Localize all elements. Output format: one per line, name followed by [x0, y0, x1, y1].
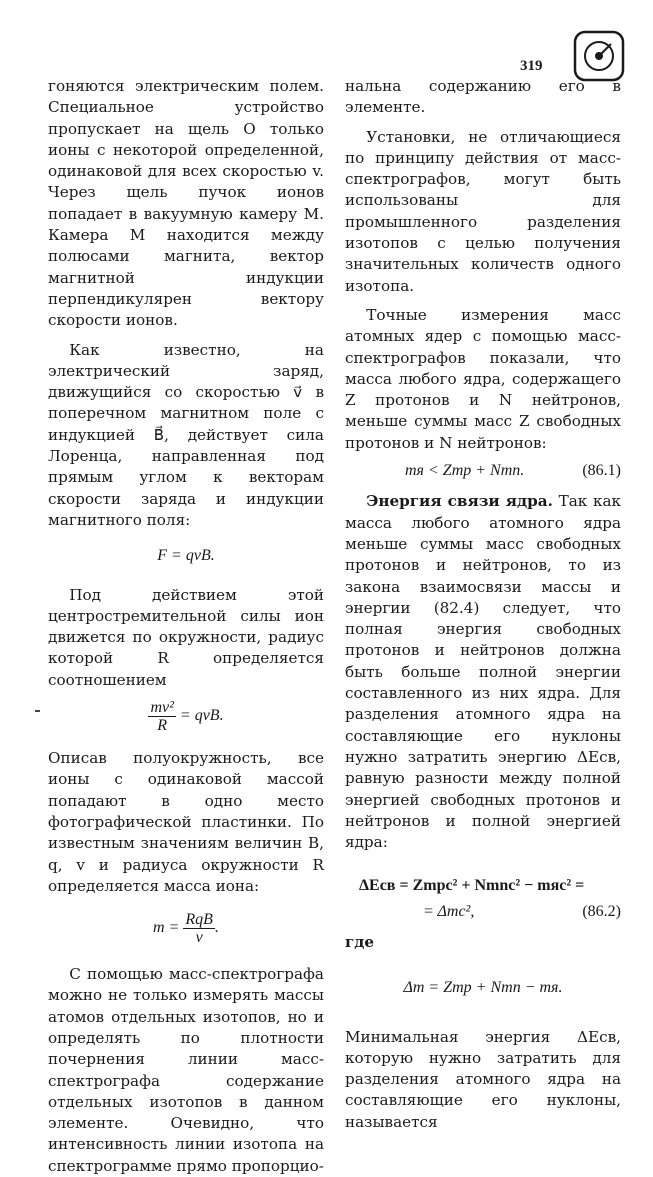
left-column — [48, 76, 324, 1177]
formula-binding-energy — [345, 875, 621, 922]
formula-mass-defect-inequality — [405, 460, 621, 481]
formula-ion-mass — [48, 911, 324, 946]
formula-mass-defect: Δm = Zmp + Nmn − mя. — [403, 979, 563, 997]
fraction-numerator: mv² — [150, 699, 174, 717]
formula-line: = Δmc², — [423, 902, 475, 920]
formula-body: mя < Zmp + Nmn. — [405, 462, 525, 480]
magnetic-field-icon — [573, 30, 625, 82]
fraction-denominator: R — [157, 717, 168, 735]
formula-lorentz-force: F = qvB. — [157, 547, 215, 565]
paragraph: Точные измерения масс атомных ядер с помощью масс-спектрографов показали, что масса любого ядра, содержащего Z протонов и N нейтронов, меньше суммы масс Z свободных протонов и N нейтронов: — [345, 305, 621, 452]
paragraph: Минимальная энергия ΔEсв, которую нужно затратить для разделения атомного ядра на составляющие его нуклоны, называется — [345, 1027, 621, 1131]
paragraph: Так как масса любого атомного ядра меньше суммы масс свободных протонов и нейтронов, то из закона взаимосвязи массы и энергии (82.4) следует, что полная энергия свободных протонов и нейтронов должна быть больше полной энергии составленного из них ядра. Для разделения атомного ядра на составляющие его нуклоны нужно затратить энергию ΔEсв, равную разности между полной энергией свободных протонов и нейтронов и полной энергией ядра: — [345, 492, 621, 852]
page-number: 319 — [520, 58, 543, 74]
paragraph: Установки, не отличающиеся по принципу действия от масс-спектрографов, могут быть использованы для промышленного разделения изотопов с целью получения значительных количеств одного изотопа. — [345, 127, 621, 295]
paragraph: С помощью масс-спектрографа можно не только измерять массы атомов отдельных изотопов, но и определять по плотности почернения линии масс-спектрографа содержание отдельных изотопов в данном элементе. Очевидно, что интенсивность линии изотопа на спектрограмме прямо пропорцио- — [48, 965, 324, 1175]
formula-centripetal — [48, 699, 324, 734]
paragraph: Как известно, на электрический заряд, движущийся со скоростью v⃗ в поперечном магнитном поле с индукцией B⃗, действует сила Лоренца, направленная под прямым углом к векторам скорости заряда и индукции магнитного поля: — [48, 340, 324, 529]
equation-number: (86.1) — [582, 462, 621, 480]
equation-number: (86.2) — [582, 902, 621, 920]
formula-end: . — [214, 919, 219, 937]
paragraph: гоняются электрическим полем. Специальное устройство пропускает на щель O только ионы с некоторой определенной, одинаковой для всех скоростью v. Через щель пучок ионов попадает в вакуумную камеру M. Камера M находится между полюсами магнита, вектор магнитной индукции перпендикулярен вектору скорости ионов. — [48, 77, 324, 330]
paragraph: Под действием этой центростремительной силы ион движется по окружности, радиус которой R определяется соотношением — [48, 585, 324, 689]
fraction-denominator: v — [195, 929, 203, 947]
margin-mark — [35, 710, 40, 712]
paragraph: нальна содержанию его в элементе. — [345, 77, 621, 117]
where-label: где — [345, 932, 375, 951]
paragraph: Описав полуокружность, все ионы с одинаковой массой попадают в одно место фотографической пластинки. По известным значениям величин B, q, v и радиуса окружности R определяется масса иона: — [48, 749, 324, 895]
formula-rhs: = qvB. — [179, 707, 224, 725]
formula-lhs: m = — [153, 919, 180, 937]
right-column — [345, 76, 621, 1133]
fraction-numerator: RqB — [185, 911, 213, 929]
formula-line: ΔEсв = Zmpc² + Nmnc² − mяc² = — [359, 877, 585, 895]
section-heading: Энергия связи ядра. — [366, 492, 553, 511]
